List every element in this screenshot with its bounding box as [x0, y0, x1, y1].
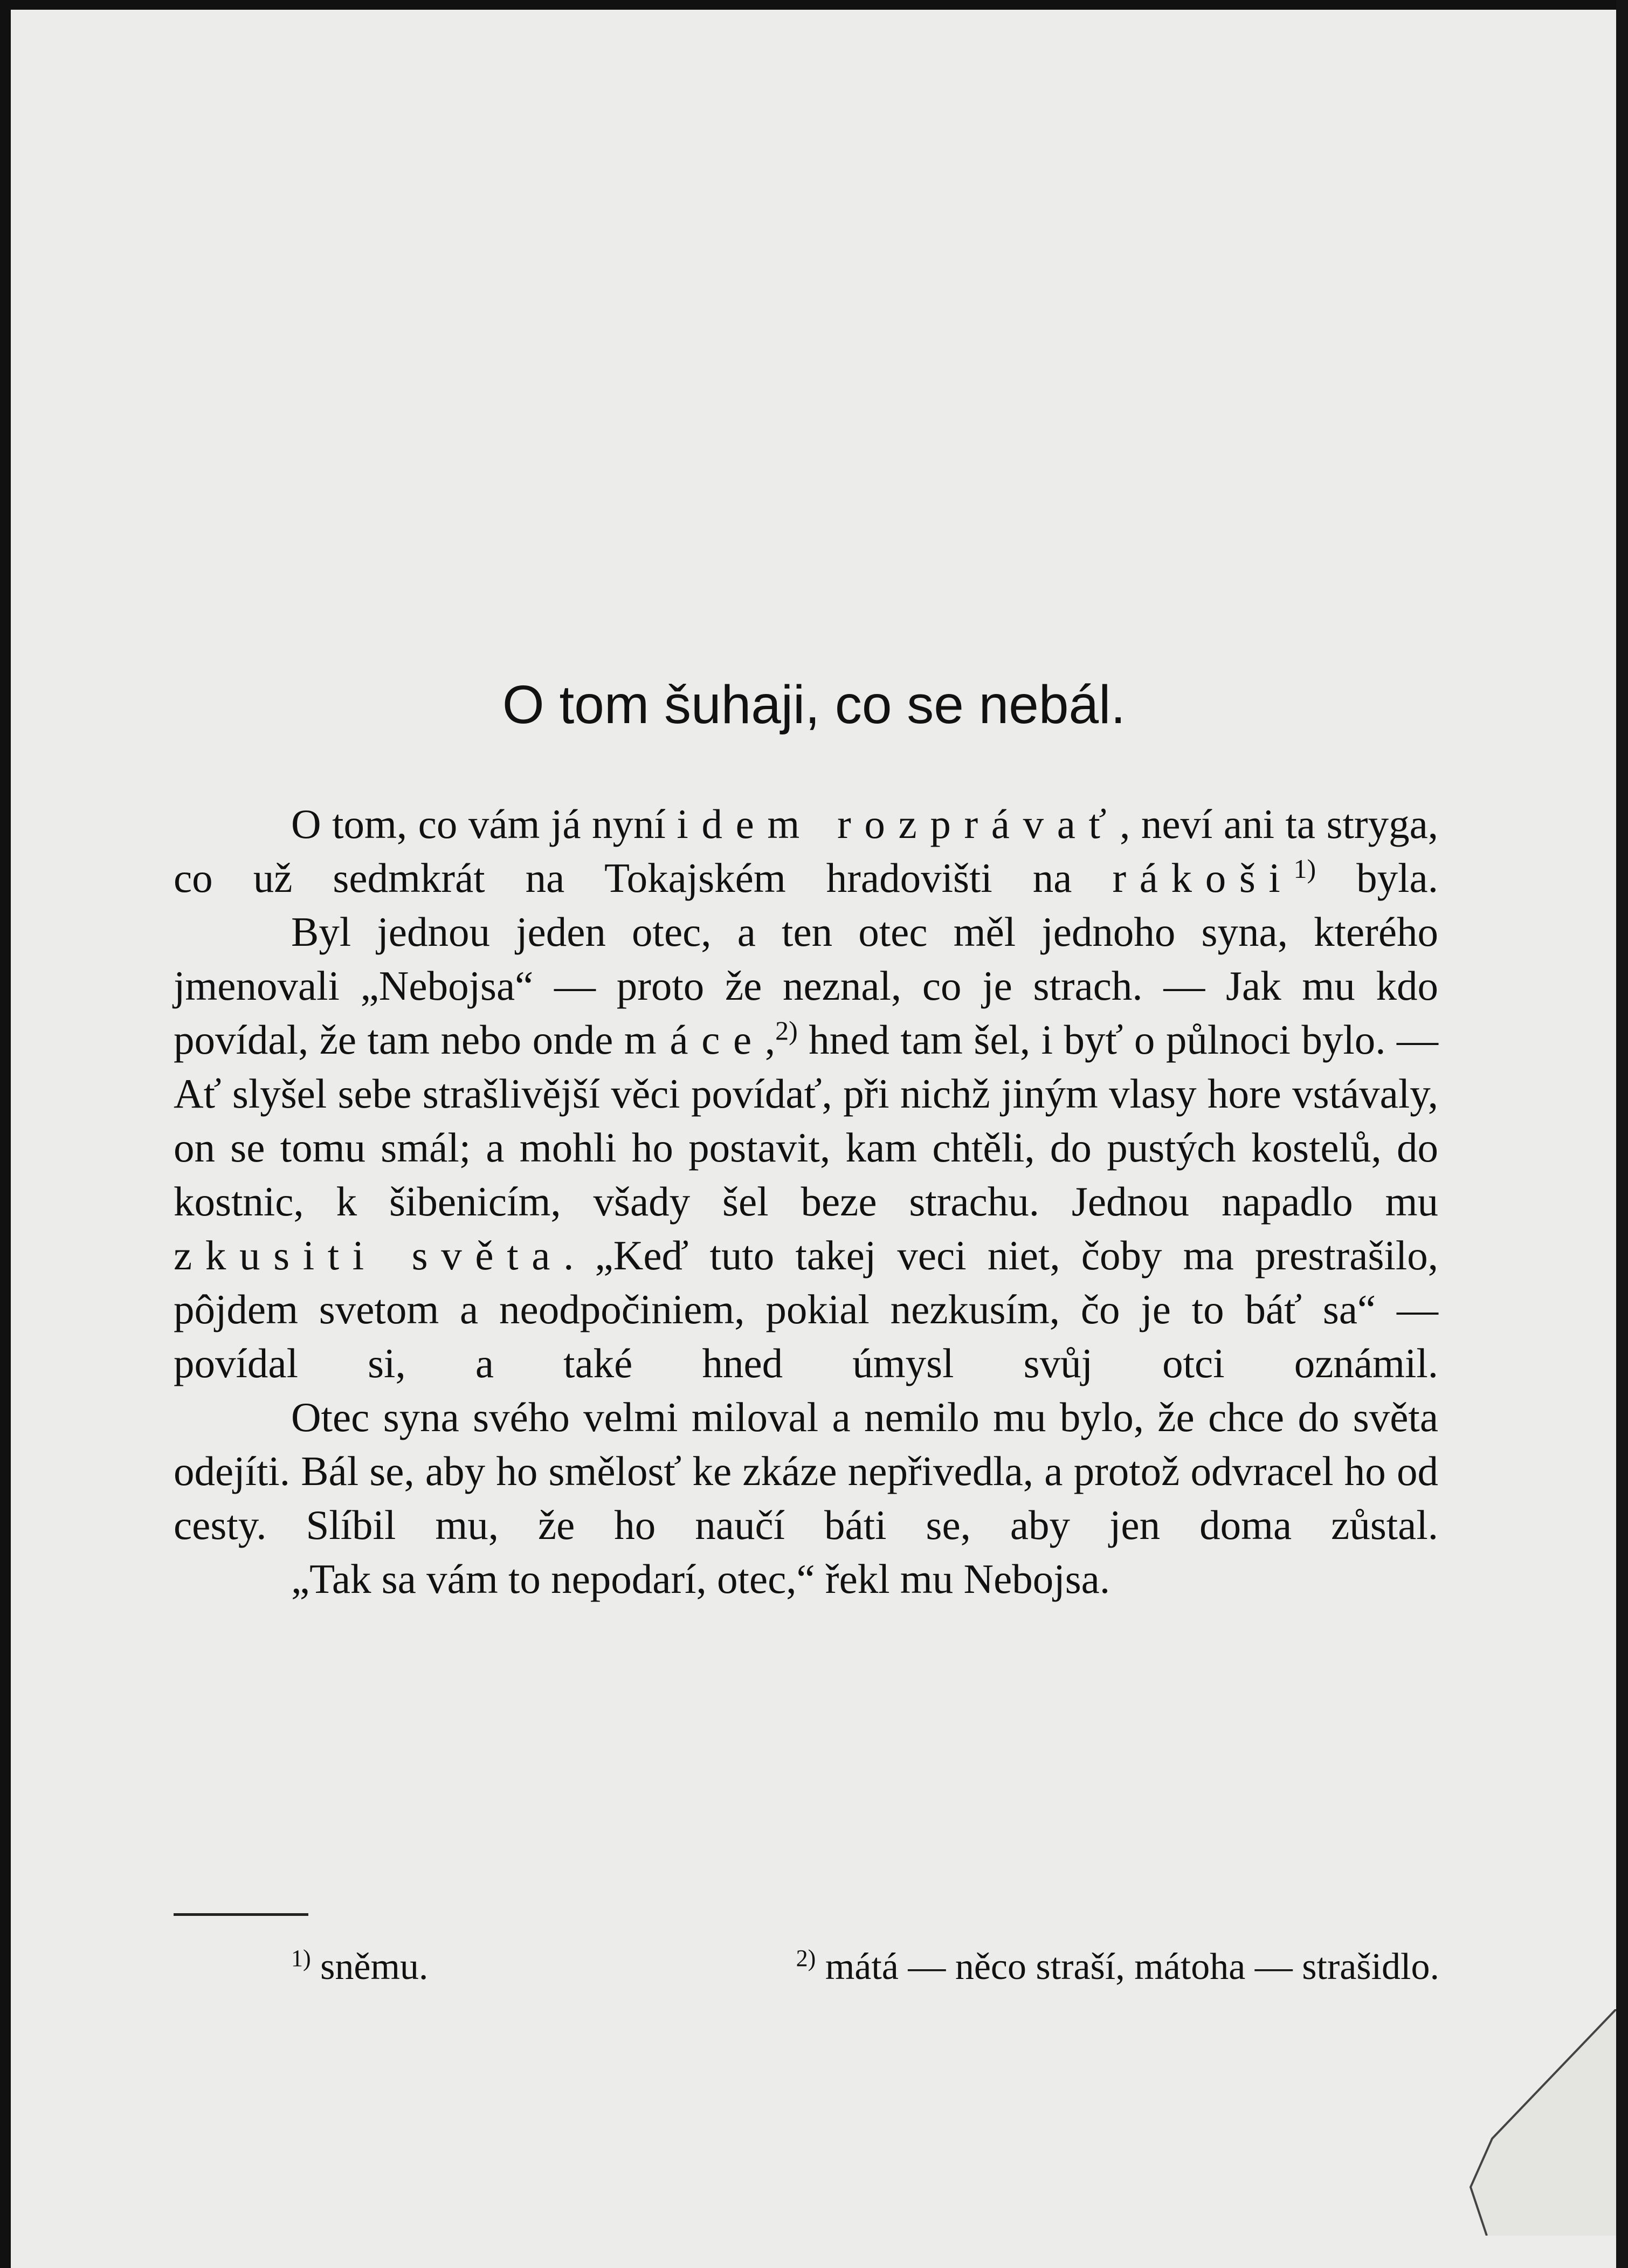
- emphasized-text: zkusiti světa: [174, 1232, 564, 1279]
- footnote-rule: [174, 1913, 308, 1916]
- emphasized-text: rákoši: [1112, 855, 1294, 901]
- emphasized-text: idem rozprávať: [677, 801, 1120, 847]
- footnote-text: mátá — něco straší, mátoha — strašidlo.: [816, 1946, 1439, 1988]
- scan-edge-top: [0, 0, 1628, 10]
- folded-corner: [1454, 2009, 1616, 2236]
- paragraph: Byl jednou jeden otec, a ten otec měl jednoho syna, kterého jmenovali „Nebojsa“ — proto že neznal, co je strach. — Jak mu kdo povídal, že tam nebo onde máce,$^{2)}$ hned tam šel, i byť o půlnoci bylo. — Ať slyšel sebe strašlivější věci povídať, při nichž jiným vlasy hore vstávaly, on se tomu smál; a mohli ho postavit, kam chtěli, do pustých kostelů, do kostnic, k šibenicím, všady šel beze strachu. Jednou napadlo mu zkusiti světa. „Keď tuto takej veci niet, čoby ma prestrašilo, pôjdem svetom a neodpočiniem, pokial nezkusím, čo je to báť sa“ — povídal si, a také hned úmysl svůj otci oznámil.: [174, 909, 1438, 1386]
- scan-edge-right: [1616, 0, 1628, 2268]
- footnote-marker: 1): [291, 1945, 311, 1971]
- paragraph: O tom, co vám já nyní idem rozprávať, neví ani ta stryga, co už sedmkrát na Tokajském hradovišti na rákoši$^{1)}$ byla.: [174, 801, 1439, 901]
- footnote-text: sněmu.: [311, 1946, 429, 1988]
- scan-edge-left: [0, 0, 11, 2268]
- emphasized-text: máce: [624, 1016, 765, 1063]
- footnote-marker: 2): [796, 1945, 816, 1971]
- footnote-1: [291, 1946, 428, 1989]
- paragraph: „Tak sa vám to nepodarí, otec,“ řekl mu Nebojsa.: [291, 1556, 1110, 1602]
- body-text: [174, 797, 1438, 1606]
- footnote-2: [796, 1946, 1439, 1989]
- footnote-ref: 1): [1293, 854, 1316, 884]
- footnotes: [291, 1946, 1439, 1989]
- chapter-title: O tom šuhaji, co se nebál.: [502, 675, 1126, 735]
- paragraph: Otec syna svého velmi miloval a nemilo mu bylo, že chce do světa odejíti. Bál se, aby ho smělosť ke zkáze nepřivedla, a protož odvracel ho od cesty. Slíbil mu, že ho naučí báti se, aby jen doma zůstal.: [174, 1394, 1438, 1548]
- footnote-ref: 2): [775, 1015, 798, 1046]
